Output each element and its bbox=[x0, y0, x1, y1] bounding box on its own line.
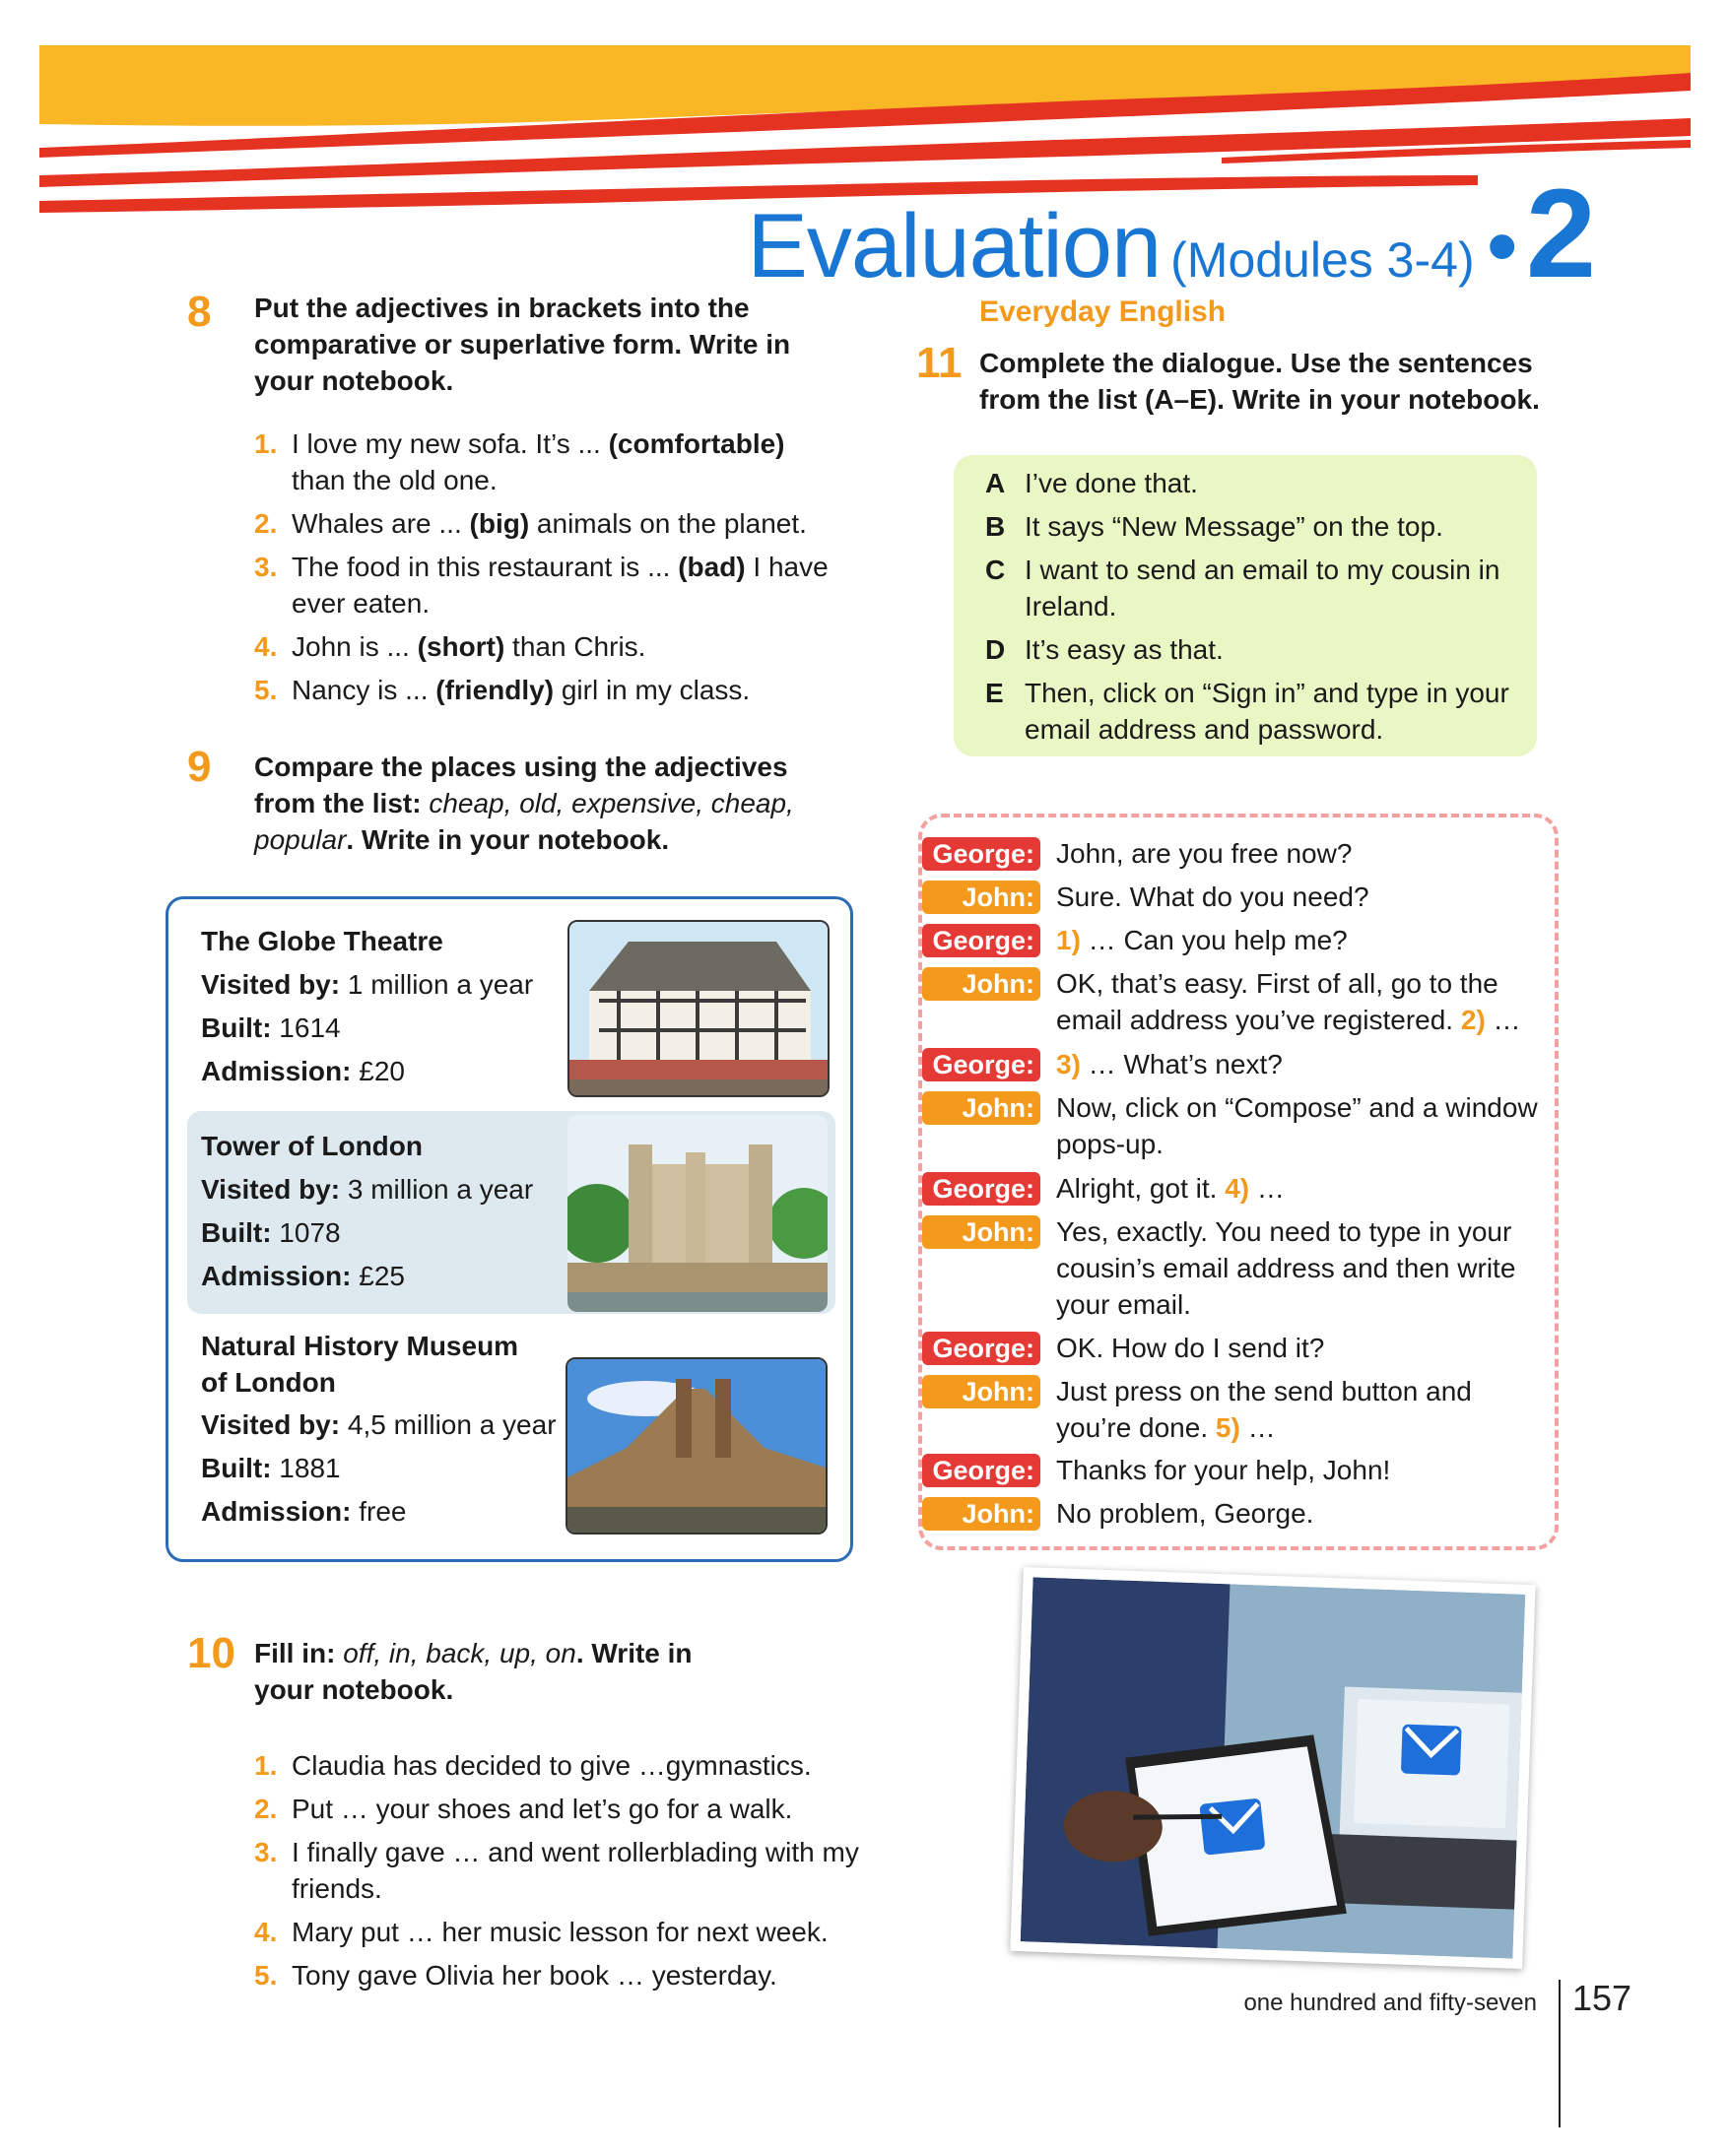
dialogue-line bbox=[1056, 1373, 1539, 1446]
place-admission bbox=[201, 1050, 556, 1093]
speaker-label: George: bbox=[922, 1454, 1040, 1487]
speaker-label: John: bbox=[922, 1215, 1040, 1249]
item-text: I love my new sofa. It’s ... bbox=[292, 428, 609, 459]
line-text: OK. How do I send it? bbox=[1056, 1333, 1325, 1363]
exercise-8-number: 8 bbox=[187, 288, 212, 336]
place-name: Natural History Museum bbox=[201, 1331, 519, 1361]
option-e bbox=[985, 675, 1537, 748]
item-number: 2. bbox=[254, 508, 278, 539]
option-key: B bbox=[985, 511, 1006, 542]
value: 1078 bbox=[271, 1217, 341, 1248]
place-name: The Globe Theatre bbox=[201, 926, 443, 956]
item-text: Whales are ... bbox=[292, 508, 470, 539]
list-item bbox=[254, 1914, 865, 1950]
everyday-english-heading: Everyday English bbox=[979, 295, 1227, 328]
label: Admission: bbox=[201, 1496, 352, 1527]
option-text: I’ve done that. bbox=[1025, 468, 1198, 498]
item-text: I finally gave … and went rollerblading with my friends. bbox=[292, 1837, 859, 1904]
option-text: It says “New Message” on the top. bbox=[1025, 511, 1443, 542]
line-text: … What’s next? bbox=[1080, 1049, 1283, 1079]
globe-theatre-photo bbox=[567, 920, 830, 1097]
place-built bbox=[201, 1007, 556, 1050]
item-text: I have ever eaten. bbox=[292, 552, 829, 619]
item-adjective: (friendly) bbox=[435, 675, 555, 705]
instruction-text: Fill in: bbox=[254, 1638, 344, 1668]
place-name-line2: of London bbox=[201, 1367, 336, 1398]
item-text: John is ... bbox=[292, 631, 418, 662]
item-text: Claudia has decided to give …gymnastics. bbox=[292, 1750, 812, 1781]
value: 3 million a year bbox=[340, 1174, 534, 1205]
item-number: 1. bbox=[254, 428, 278, 459]
item-adjective: (short) bbox=[417, 631, 505, 662]
gap-marker: 5) bbox=[1215, 1412, 1240, 1443]
page-number: 157 bbox=[1572, 1978, 1632, 2018]
value: 1614 bbox=[271, 1013, 341, 1043]
option-key: D bbox=[985, 634, 1006, 665]
option-key: C bbox=[985, 555, 1006, 585]
speaker-label: George: bbox=[922, 1048, 1040, 1081]
line-text: … bbox=[1485, 1005, 1521, 1035]
label: Built: bbox=[201, 1453, 272, 1483]
exercise-9-instruction bbox=[254, 749, 845, 858]
dialogue-line bbox=[1056, 879, 1539, 915]
line-text: … Can you help me? bbox=[1080, 925, 1348, 955]
gap-marker: 1) bbox=[1056, 925, 1081, 955]
line-text: Alright, got it. bbox=[1056, 1173, 1226, 1204]
tower-of-london-photo bbox=[567, 1115, 828, 1312]
exercise-8-list bbox=[254, 425, 845, 715]
title-number: 2 bbox=[1525, 163, 1596, 304]
place-name: Tower of London bbox=[201, 1131, 423, 1161]
place-visited bbox=[201, 963, 556, 1007]
place-globe-theatre bbox=[201, 920, 556, 1093]
item-adjective: (comfortable) bbox=[608, 428, 785, 459]
item-text: than the old one. bbox=[292, 465, 498, 495]
line-text: Now, click on “Compose” and a window pops-up. bbox=[1056, 1092, 1538, 1159]
place-visited bbox=[201, 1168, 556, 1211]
speaker-label: George: bbox=[922, 1172, 1040, 1206]
item-number: 5. bbox=[254, 1960, 278, 1991]
label: Visited by: bbox=[201, 969, 341, 1000]
email-devices-photo bbox=[1010, 1567, 1535, 1969]
speaker-label: John: bbox=[922, 1497, 1040, 1531]
dialogue-line bbox=[1056, 965, 1539, 1038]
exercise-11-number: 11 bbox=[916, 339, 963, 387]
place-built bbox=[201, 1211, 556, 1255]
list-item bbox=[254, 1834, 865, 1907]
title-modules: (Modules 3-4) bbox=[1170, 232, 1475, 288]
exercise-8-instruction: Put the adjectives in brackets into the comparative or superlative form. Write in your notebook. bbox=[254, 293, 791, 396]
item-number: 1. bbox=[254, 1750, 278, 1781]
label: Admission: bbox=[201, 1056, 352, 1086]
item-text: Nancy is ... bbox=[292, 675, 436, 705]
exercise-10-list bbox=[254, 1747, 865, 2000]
option-b bbox=[985, 508, 1537, 545]
line-text: No problem, George. bbox=[1056, 1498, 1314, 1529]
place-admission bbox=[201, 1490, 575, 1534]
list-item bbox=[254, 1747, 865, 1784]
exercise-10-number: 10 bbox=[187, 1629, 235, 1677]
exercise-10-instruction bbox=[254, 1635, 747, 1708]
line-text: Sure. What do you need? bbox=[1056, 882, 1369, 912]
gap-marker: 3) bbox=[1056, 1049, 1081, 1079]
dialogue-line bbox=[1056, 1046, 1539, 1082]
value: 1881 bbox=[271, 1453, 341, 1483]
line-text: Thanks for your help, John! bbox=[1056, 1455, 1391, 1485]
value: £25 bbox=[351, 1261, 405, 1291]
options-list bbox=[985, 465, 1537, 754]
item-number: 2. bbox=[254, 1794, 278, 1824]
option-d bbox=[985, 631, 1537, 668]
instruction-text: . Write in your notebook. bbox=[254, 1638, 693, 1705]
dialogue-line bbox=[1056, 1089, 1539, 1162]
speaker-label: John: bbox=[922, 881, 1040, 914]
dialogue-line bbox=[1056, 1495, 1539, 1532]
item-number: 4. bbox=[254, 1917, 278, 1947]
list-item bbox=[254, 672, 845, 708]
option-key: E bbox=[985, 678, 1004, 708]
list-item bbox=[254, 1791, 865, 1827]
label: Built: bbox=[201, 1217, 272, 1248]
value: £20 bbox=[351, 1056, 405, 1086]
place-admission bbox=[201, 1255, 556, 1298]
value: 1 million a year bbox=[340, 969, 534, 1000]
speaker-label: George: bbox=[922, 924, 1040, 957]
speaker-label: George: bbox=[922, 1332, 1040, 1365]
option-c bbox=[985, 552, 1537, 624]
line-text: … bbox=[1239, 1412, 1276, 1443]
line-text: Just press on the send button and you’re done. bbox=[1056, 1376, 1472, 1443]
place-natural-history-museum bbox=[201, 1328, 575, 1534]
line-text: Yes, exactly. You need to type in your cousin’s email address and then write your email. bbox=[1056, 1216, 1516, 1320]
dialogue-line bbox=[1056, 1170, 1539, 1207]
natural-history-museum-photo bbox=[566, 1357, 828, 1535]
speaker-label: George: bbox=[922, 837, 1040, 871]
option-key: A bbox=[985, 468, 1006, 498]
exercise-11-instruction: Complete the dialogue. Use the sentences from the list (A–E). Write in your notebook. bbox=[979, 348, 1540, 415]
speaker-label: John: bbox=[922, 1091, 1040, 1125]
item-text: girl in my class. bbox=[554, 675, 751, 705]
label: Visited by: bbox=[201, 1409, 341, 1440]
gap-marker: 2) bbox=[1460, 1005, 1486, 1035]
dialogue-line bbox=[1056, 835, 1539, 872]
speaker-label: John: bbox=[922, 1375, 1040, 1408]
place-built bbox=[201, 1447, 575, 1490]
item-number: 3. bbox=[254, 1837, 278, 1867]
label: Visited by: bbox=[201, 1174, 341, 1205]
speaker-label: John: bbox=[922, 967, 1040, 1001]
item-text: Tony gave Olivia her book … yesterday. bbox=[292, 1960, 777, 1991]
item-text: The food in this restaurant is ... bbox=[292, 552, 679, 582]
place-visited bbox=[201, 1404, 575, 1447]
item-adjective: (bad) bbox=[678, 552, 746, 582]
dialogue-line bbox=[1056, 922, 1539, 958]
line-text: … bbox=[1249, 1173, 1285, 1204]
value: free bbox=[351, 1496, 407, 1527]
instruction-text: . Write in your notebook. bbox=[346, 824, 670, 855]
page-divider bbox=[1559, 1980, 1561, 2127]
page-number-words: one hundred and fifty-seven bbox=[1243, 1990, 1537, 2016]
list-item bbox=[254, 1957, 865, 1993]
title-text: Evaluation bbox=[747, 196, 1162, 296]
dialogue-line bbox=[1056, 1213, 1539, 1323]
dialogue-line bbox=[1056, 1452, 1539, 1488]
label: Built: bbox=[201, 1013, 272, 1043]
line-text: OK, that’s easy. First of all, go to the email address you’ve registered. bbox=[1056, 968, 1498, 1035]
option-a bbox=[985, 465, 1537, 501]
label: Admission: bbox=[201, 1261, 352, 1291]
place-tower-of-london bbox=[201, 1125, 556, 1298]
option-text: Then, click on “Sign in” and type in your email address and password. bbox=[1025, 678, 1509, 745]
item-text: Put … your shoes and let’s go for a walk. bbox=[292, 1794, 793, 1824]
word-list: off, in, back, up, on bbox=[343, 1638, 576, 1668]
item-adjective: (big) bbox=[469, 508, 530, 539]
item-number: 5. bbox=[254, 675, 278, 705]
item-text: animals on the planet. bbox=[529, 508, 807, 539]
option-text: I want to send an email to my cousin in Ireland. bbox=[1025, 555, 1500, 621]
list-item bbox=[254, 628, 845, 665]
item-text: than Chris. bbox=[504, 631, 646, 662]
word-list: cheap, old, expensive, cheap, popular bbox=[254, 788, 794, 855]
list-item bbox=[254, 425, 845, 498]
title-bullet: • bbox=[1486, 196, 1518, 296]
list-item bbox=[254, 549, 845, 621]
item-text: Mary put … her music lesson for next week. bbox=[292, 1917, 829, 1947]
line-text: John, are you free now? bbox=[1056, 838, 1353, 869]
gap-marker: 4) bbox=[1225, 1173, 1250, 1204]
dialogue-line bbox=[1056, 1330, 1539, 1366]
exercise-9-number: 9 bbox=[187, 743, 212, 791]
instruction-text: Compare the places using the adjectives from the list: bbox=[254, 751, 788, 818]
list-item bbox=[254, 505, 845, 542]
option-text: It’s easy as that. bbox=[1025, 634, 1224, 665]
item-number: 4. bbox=[254, 631, 278, 662]
item-number: 3. bbox=[254, 552, 278, 582]
page-title bbox=[748, 162, 1597, 306]
value: 4,5 million a year bbox=[340, 1409, 557, 1440]
